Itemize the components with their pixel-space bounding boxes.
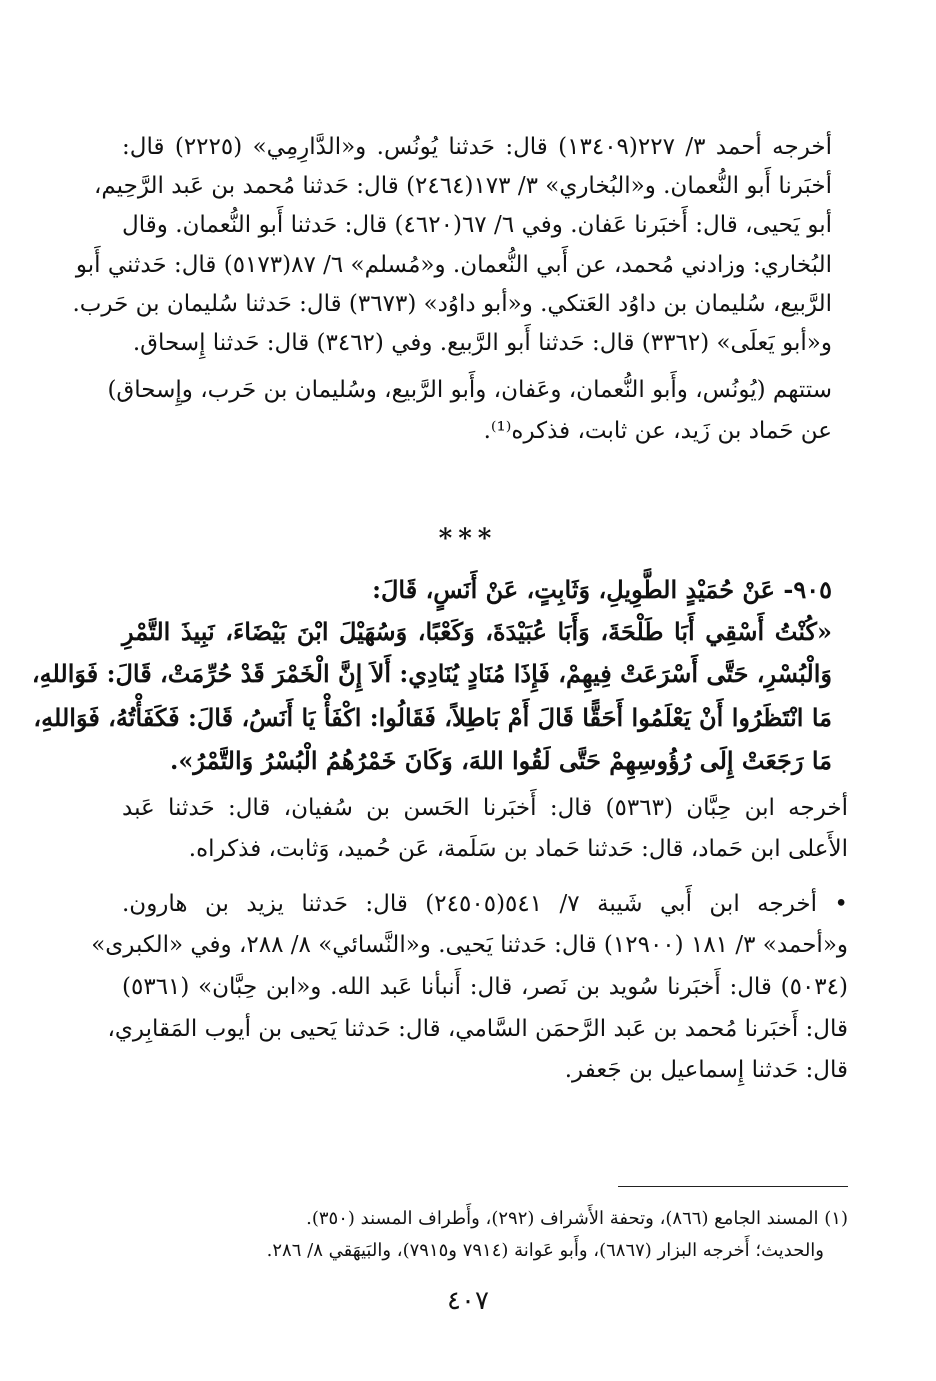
page-number: ٤٠٧ <box>447 1286 489 1316</box>
text-line: و«أحمد» ٣/ ١٨١ (١٢٩٠٠) قال: حَدثنا يَحيى. و«النَّسائي» ٨/ ٢٨٨، وفي «الكبرى» <box>91 932 848 958</box>
text-line: البُخاري: وزادني مُحمد، عن أَبي النُّعمان. و«مُسلم» ٦/ ٨٧(٥١٧٣) قال: حَدثني أَبو <box>75 252 832 278</box>
footnote-line: (١) المسند الجامع (٨٦٦)، وتحفة الأَشراف (٢٩٢)، وأَطراف المسند (٣٥٠). <box>306 1208 848 1229</box>
text-line: أبو يَحيى، قال: أَخبَرنا عَفان. وفي ٦/ ٦٧(٤٦٢٠) قال: حَدثنا أَبو النُّعمان. وقال <box>122 212 832 238</box>
text-line: الأَعلى ابن حَماد، قال: حَدثنا حَماد بن سَلَمة، عَن حُميد، وَثابت، فذكراه. <box>188 836 848 862</box>
footnote-line: والحديث؛ أَخرجه البزار (٦٨٦٧)، وأَبو عَوانة (٧٩١٤ و٧٩١٥)، والبَيهَقي ٨/ ٢٨٦. <box>266 1240 824 1261</box>
text-line: قال: أَخبَرنا مُحمد بن عَبد الرَّحمَن السَّامي، قال: حَدثنا يَحيى بن أيوب المَقابِري، <box>107 1016 848 1042</box>
text-line: ستتهم (يُونُس، وأَبو النُّعمان، وعَفان، وأَبو الرَّبيع، وسُليمان بن حَرب، وإِسحاق) <box>107 377 832 403</box>
footnote-divider <box>618 1186 848 1187</box>
hadith-line: مَا رَجَعَتْ إِلَى رُؤُوسِهِمْ حَتَّى لَقُوا اللهَ، وَكَانَ خَمْرُهُمُ الْبُسْرُ وَالتَّمْرُ». <box>169 746 832 775</box>
text-line: عن حَماد بن زَيد، عن ثابت، فذكره⁽¹⁾. <box>483 418 832 444</box>
hadith-heading: ٩٠٥- عَنْ حُمَيْدٍ الطَّوِيلِ، وَثَابِتٍ، عَنْ أَنَسٍ، قَالَ: <box>372 575 832 604</box>
text-line: أخبَرنا أَبو النُّعمان. و«البُخاري» ٣/ ١٧٣(٢٤٦٤) قال: حَدثنا مُحمد بن عَبد الرَّحِيم، <box>93 173 832 199</box>
text-line: و«أبو يَعلَى» (٣٣٦٢) قال: حَدثنا أَبو الرَّبيع. وفي (٣٤٦٢) قال: حَدثنا إِسحاق. <box>132 330 832 356</box>
hadith-line: «كُنْتُ أَسْقِي أَبَا طَلْحَةَ، وَأَبَا عُبَيْدَةَ، وَكَعْبًا، وَسُهَيْلَ ابْنَ بَيْضَاءَ، نَبِيذَ التَّمْرِ <box>122 617 832 646</box>
hadith-line: وَالْبُسْرِ، حَتَّى أَسْرَعَتْ فِيهِمْ، فَإِذَا مُنَادٍ يُنَادِي: أَلاَ إِنَّ الْخَمْرَ قَدْ حُرِّمَتْ، قَالَ: فَوَاللهِ، <box>31 659 832 688</box>
hadith-line: مَا انْتَظَرُوا أَنْ يَعْلَمُوا أَحَقًّا قَالَ أَمْ بَاطِلاً، فَقَالُوا: اكْفَأْ يَا أَنَسُ، قَالَ: فَكَفَأْتُهُ، فَوَاللهِ، <box>33 703 832 732</box>
text-line: (٥٠٣٤) قال: أَخبَرنا سُويد بن نَصر، قال: أَنبأنا عَبد الله. و«ابن حِبَّان» (٥٣٦١) <box>122 974 848 1000</box>
section-separator: *** <box>438 524 498 554</box>
text-line: أخرجه أحمد ٣/ ٢٢٧(١٣٤٠٩) قال: حَدثنا يُونُس. و«الدَّارِمِي» (٢٢٢٥) قال: <box>122 134 833 160</box>
text-line: • أخرجه ابن أَبي شَيبة ٧/ ٥٤١(٢٤٥٠٥) قال: حَدثنا يزيد بن هارون. <box>122 891 848 917</box>
text-line: الرَّبيع، سُليمان بن داوُد العَتكي. و«أبو داوُد» (٣٦٧٣) قال: حَدثنا سُليمان بن حَرب. <box>72 291 832 317</box>
text-line: قال: حَدثنا إِسماعيل بن جَعفر. <box>564 1057 848 1083</box>
text-line: أخرجه ابن حِبَّان (٥٣٦٣) قال: أَخبَرنا الحَسن بن سُفيان، قال: حَدثنا عَبد <box>122 795 848 821</box>
